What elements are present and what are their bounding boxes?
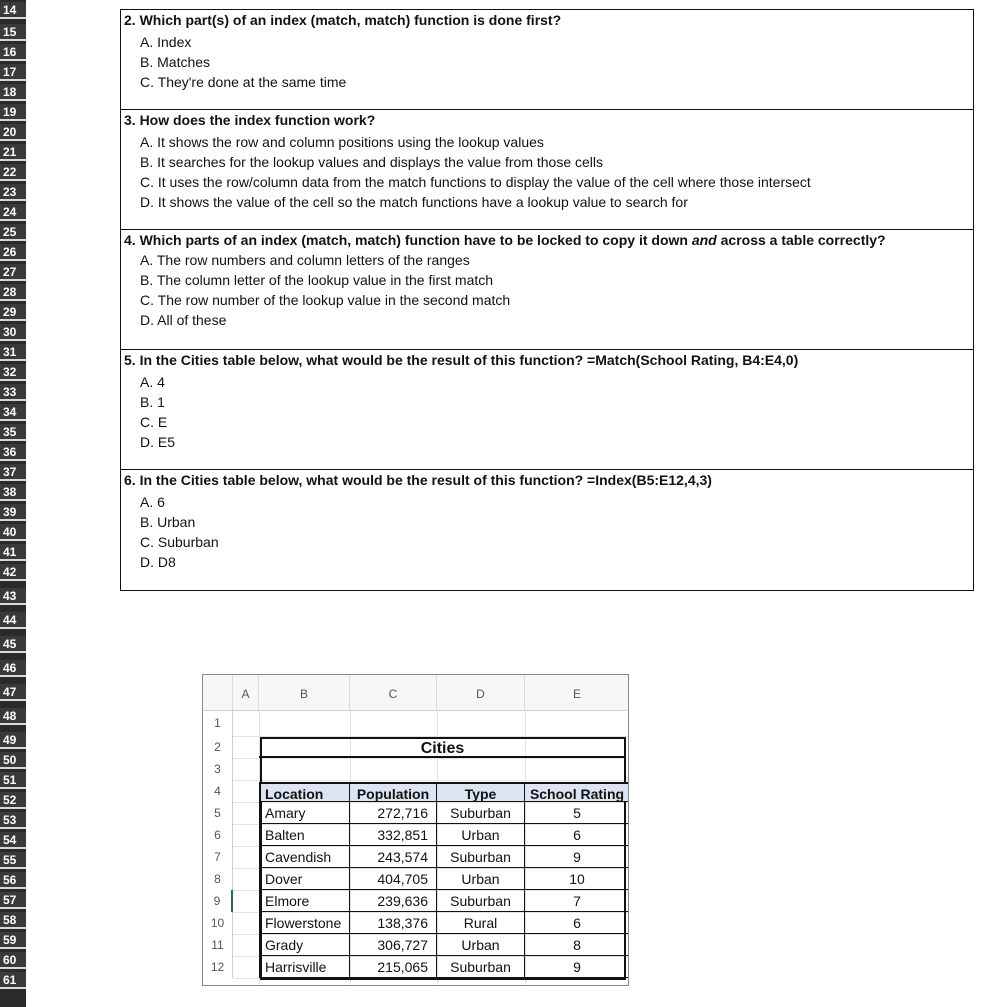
table-header-cell: Type [437, 782, 525, 802]
table-cell: 10 [525, 868, 629, 890]
row-number[interactable]: 38 [0, 484, 26, 501]
table-cell: Flowerstone [259, 912, 350, 934]
row-number[interactable]: 20 [0, 124, 26, 141]
row-header-9[interactable]: 9 [203, 890, 233, 912]
question-6-box [120, 469, 974, 591]
column-header-e[interactable]: E [525, 675, 629, 711]
row-number[interactable]: 57 [0, 892, 26, 909]
question-6-title: 6. In the Cities table below, what would be the result of this function? =Index(B5:E12,4,3) [124, 472, 712, 488]
select-all-corner[interactable] [203, 675, 233, 711]
question-4-option-a: A. The row numbers and column letters of the ranges [140, 252, 470, 268]
row-number[interactable]: 15 [0, 24, 26, 41]
row-number[interactable]: 53 [0, 812, 26, 829]
table-cell: Suburban [437, 846, 525, 868]
question-5-option-d: D. E5 [140, 434, 176, 450]
question-6-option-d: D. D8 [140, 554, 176, 570]
table-cell: Rural [437, 912, 525, 934]
row-number[interactable]: 35 [0, 424, 26, 441]
table-cell: Harrisville [259, 956, 350, 978]
question-2-box [120, 9, 974, 110]
question-4-box [120, 229, 974, 350]
row-number[interactable]: 25 [0, 224, 26, 241]
row-number[interactable]: 58 [0, 912, 26, 929]
row-number[interactable]: 30 [0, 324, 26, 341]
table-cell: 404,705 [350, 868, 437, 890]
table-cell: 332,851 [350, 824, 437, 846]
table-cell: 9 [525, 956, 629, 978]
table-cell: 272,716 [350, 802, 437, 824]
row-number[interactable]: 19 [0, 104, 26, 121]
row-header-2[interactable]: 2 [203, 736, 233, 758]
column-header-d[interactable]: D [437, 675, 525, 711]
question-3-title: 3. How does the index function work? [124, 112, 376, 128]
row-number[interactable]: 52 [0, 792, 26, 809]
question-2-option-c: C. They're done at the same time [140, 74, 347, 90]
row-number[interactable]: 44 [0, 612, 26, 629]
column-header-b[interactable]: B [259, 675, 350, 711]
table-cell: Suburban [437, 956, 525, 978]
row-number[interactable]: 22 [0, 164, 26, 181]
row-number[interactable]: 17 [0, 64, 26, 81]
table-cell: 5 [525, 802, 629, 824]
row-number[interactable]: 33 [0, 384, 26, 401]
question-2-title: 2. Which part(s) of an index (match, match) function is done first? [124, 12, 562, 28]
row-number[interactable]: 32 [0, 364, 26, 381]
table-cell: Urban [437, 934, 525, 956]
row-number[interactable]: 51 [0, 772, 26, 789]
row-header-5[interactable]: 5 [203, 802, 233, 824]
question-3-option-b: B. It searches for the lookup values and displays the value from those cells [140, 154, 604, 170]
question-3-box [120, 109, 974, 230]
question-4-title [124, 232, 886, 248]
question-4-option-b: B. The column letter of the lookup value in the first match [140, 272, 494, 288]
row-header-11[interactable]: 11 [203, 934, 233, 956]
table-cell: Urban [437, 868, 525, 890]
question-4-title-part1: 4. Which parts of an index (match, match) function have to be locked to copy it down [124, 232, 692, 248]
row-number[interactable]: 36 [0, 444, 26, 461]
question-5-option-c: C. E [140, 414, 168, 430]
row-number[interactable]: 14 [0, 2, 26, 19]
table-cell: 243,574 [350, 846, 437, 868]
question-4-option-c: C. The row number of the lookup value in the second match [140, 292, 511, 308]
row-number[interactable]: 31 [0, 344, 26, 361]
question-5-option-a: A. 4 [140, 374, 165, 390]
table-cell: 306,727 [350, 934, 437, 956]
row-number[interactable]: 49 [0, 732, 26, 749]
column-header-a[interactable]: A [233, 675, 259, 711]
row-header-12[interactable]: 12 [203, 956, 233, 978]
row-header-8[interactable]: 8 [203, 868, 233, 890]
question-5-option-b: B. 1 [140, 394, 165, 410]
table-header-cell: School Rating [525, 782, 629, 802]
cities-spreadsheet [202, 674, 629, 986]
row-number[interactable]: 46 [0, 660, 26, 677]
row-number[interactable]: 45 [0, 636, 26, 653]
table-cell: 239,636 [350, 890, 437, 912]
question-6-option-b: B. Urban [140, 514, 196, 530]
question-4-option-d: D. All of these [140, 312, 227, 328]
table-cell: 7 [525, 890, 629, 912]
row-number[interactable]: 39 [0, 504, 26, 521]
row-number[interactable]: 43 [0, 588, 26, 605]
question-3-option-a: A. It shows the row and column positions using the lookup values [140, 134, 544, 150]
table-cell: Grady [259, 934, 350, 956]
row-header-4[interactable]: 4 [203, 780, 233, 802]
table-cell: Elmore [259, 890, 350, 912]
question-2-option-b: B. Matches [140, 54, 211, 70]
row-number[interactable]: 27 [0, 264, 26, 281]
question-6-option-c: C. Suburban [140, 534, 219, 550]
row-header-3[interactable]: 3 [203, 758, 233, 780]
row-number[interactable]: 47 [0, 684, 26, 701]
row-number[interactable]: 59 [0, 932, 26, 949]
table-cell: Amary [259, 802, 350, 824]
row-number[interactable]: 48 [0, 708, 26, 725]
table-cell: 6 [525, 912, 629, 934]
row-number[interactable]: 34 [0, 404, 26, 421]
row-number[interactable]: 18 [0, 84, 26, 101]
row-header-7[interactable]: 7 [203, 846, 233, 868]
row-number[interactable]: 37 [0, 464, 26, 481]
row-number[interactable]: 54 [0, 832, 26, 849]
question-3-option-d: D. It shows the value of the cell so the match functions have a lookup value to search for [140, 194, 688, 210]
row-number[interactable]: 29 [0, 304, 26, 321]
row-number[interactable]: 21 [0, 144, 26, 161]
table-cell: 9 [525, 846, 629, 868]
question-5-title: 5. In the Cities table below, what would be the result of this function? =Match(School Rating, B4:E4,0) [124, 352, 799, 368]
row-number[interactable]: 50 [0, 752, 26, 769]
row-number-bar [0, 0, 26, 1007]
row-number[interactable]: 42 [0, 564, 26, 581]
row-number[interactable]: 28 [0, 284, 26, 301]
row-number[interactable]: 23 [0, 184, 26, 201]
table-cell: Cavendish [259, 846, 350, 868]
table-cell: Urban [437, 824, 525, 846]
row-number[interactable]: 61 [0, 972, 26, 989]
table-cell: Dover [259, 868, 350, 890]
row-number[interactable]: 56 [0, 872, 26, 889]
row-number[interactable]: 40 [0, 524, 26, 541]
table-cell: 215,065 [350, 956, 437, 978]
column-header-c[interactable]: C [350, 675, 437, 711]
question-6-option-a: A. 6 [140, 494, 165, 510]
table-cell: Suburban [437, 802, 525, 824]
row-number[interactable]: 16 [0, 44, 26, 61]
row-number[interactable]: 26 [0, 244, 26, 261]
table-cell: Suburban [437, 890, 525, 912]
row-header-10[interactable]: 10 [203, 912, 233, 934]
row-header-1[interactable]: 1 [203, 711, 233, 736]
table-header-cell: Location [259, 782, 350, 802]
table-cell: Balten [259, 824, 350, 846]
question-5-box [120, 349, 974, 470]
table-title: Cities [259, 736, 626, 758]
table-header-cell: Population [350, 782, 437, 802]
question-2-option-a: A. Index [140, 34, 192, 50]
table-cell: 8 [525, 934, 629, 956]
question-4-title-emphasis: and [691, 232, 717, 248]
row-number[interactable]: 24 [0, 204, 26, 221]
row-number[interactable]: 60 [0, 952, 26, 969]
row-number[interactable]: 41 [0, 544, 26, 561]
row-number[interactable]: 55 [0, 852, 26, 869]
row-header-6[interactable]: 6 [203, 824, 233, 846]
question-4-title-part2: across a table correctly? [716, 232, 886, 248]
question-3-option-c: C. It uses the row/column data from the match functions to display the value of the cell where those intersect [140, 174, 811, 190]
table-cell: 6 [525, 824, 629, 846]
table-cell: 138,376 [350, 912, 437, 934]
